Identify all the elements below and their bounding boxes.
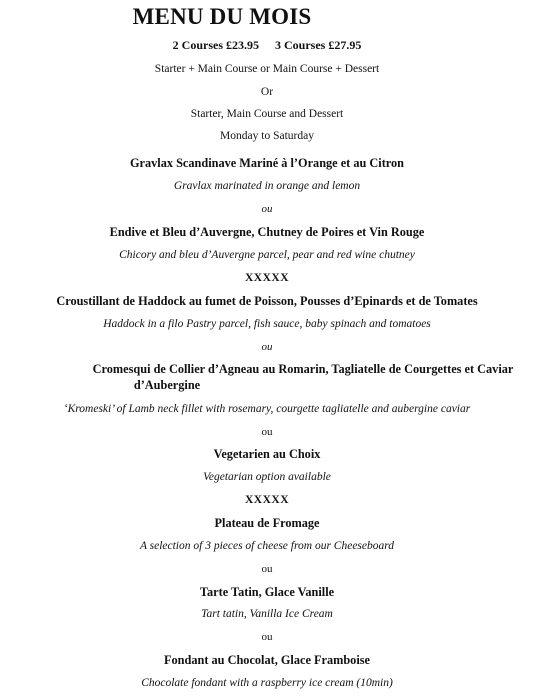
main-2-name-line1: Cromesqui de Collier d’Agneau au Romarin, Tagliatelle de Courgettes et Caviar xyxy=(92,362,514,376)
dessert-2-description: Tart tatin, Vanilla Ice Cream xyxy=(201,608,333,620)
two-course-option: Starter + Main Course or Main Course + Dessert xyxy=(154,63,380,75)
two-course-price: 2 Courses £23.95 xyxy=(172,38,259,52)
main-1-name: Croustillant de Haddock au fumet de Poisson, Pousses d’Epinards et de Tomates xyxy=(56,294,478,308)
price-line xyxy=(0,39,534,51)
course-separator: XXXXX xyxy=(244,272,290,284)
course-separator: XXXXX xyxy=(244,494,290,506)
availability: Monday to Saturday xyxy=(220,130,314,142)
starter-2-name: Endive et Bleu d’Auvergne, Chutney de Poires et Vin Rouge xyxy=(109,225,425,239)
menu-title: MENU DU MOIS xyxy=(132,4,312,29)
or-separator: ou xyxy=(261,631,273,643)
dessert-3-description: Chocolate fondant with a raspberry ice cream (10min) xyxy=(141,677,393,689)
three-course-option: Starter, Main Course and Dessert xyxy=(190,108,344,120)
main-3-name: Vegetarien au Choix xyxy=(213,447,321,461)
or-separator: ou xyxy=(261,426,273,438)
dessert-1-description: A selection of 3 pieces of cheese from our Cheeseboard xyxy=(139,540,395,552)
starter-1-description: Gravlax marinated in orange and lemon xyxy=(173,180,361,192)
or-label: Or xyxy=(260,86,274,98)
starter-1-name: Gravlax Scandinave Mariné à l’Orange et au Citron xyxy=(129,156,405,170)
main-2-description: ‘Kromeski’ of Lamb neck fillet with rosemary, courgette tagliatelle and aubergine caviar xyxy=(63,403,471,415)
three-course-price: 3 Courses £27.95 xyxy=(275,38,362,52)
main-3-description: Vegetarian option available xyxy=(203,471,331,483)
or-separator: ou xyxy=(261,341,273,353)
main-1-description: Haddock in a filo Pastry parcel, fish sauce, baby spinach and tomatoes xyxy=(103,318,431,330)
or-separator: ou xyxy=(261,203,273,215)
dessert-3-name: Fondant au Chocolat, Glace Framboise xyxy=(164,653,370,667)
main-2-name-line2: d’Aubergine xyxy=(133,378,201,392)
dessert-1-name: Plateau de Fromage xyxy=(214,516,320,530)
starter-2-description: Chicory and bleu d’Auvergne parcel, pear and red wine chutney xyxy=(119,249,415,261)
dessert-2-name: Tarte Tatin, Glace Vanille xyxy=(199,585,335,599)
or-separator: ou xyxy=(261,563,273,575)
